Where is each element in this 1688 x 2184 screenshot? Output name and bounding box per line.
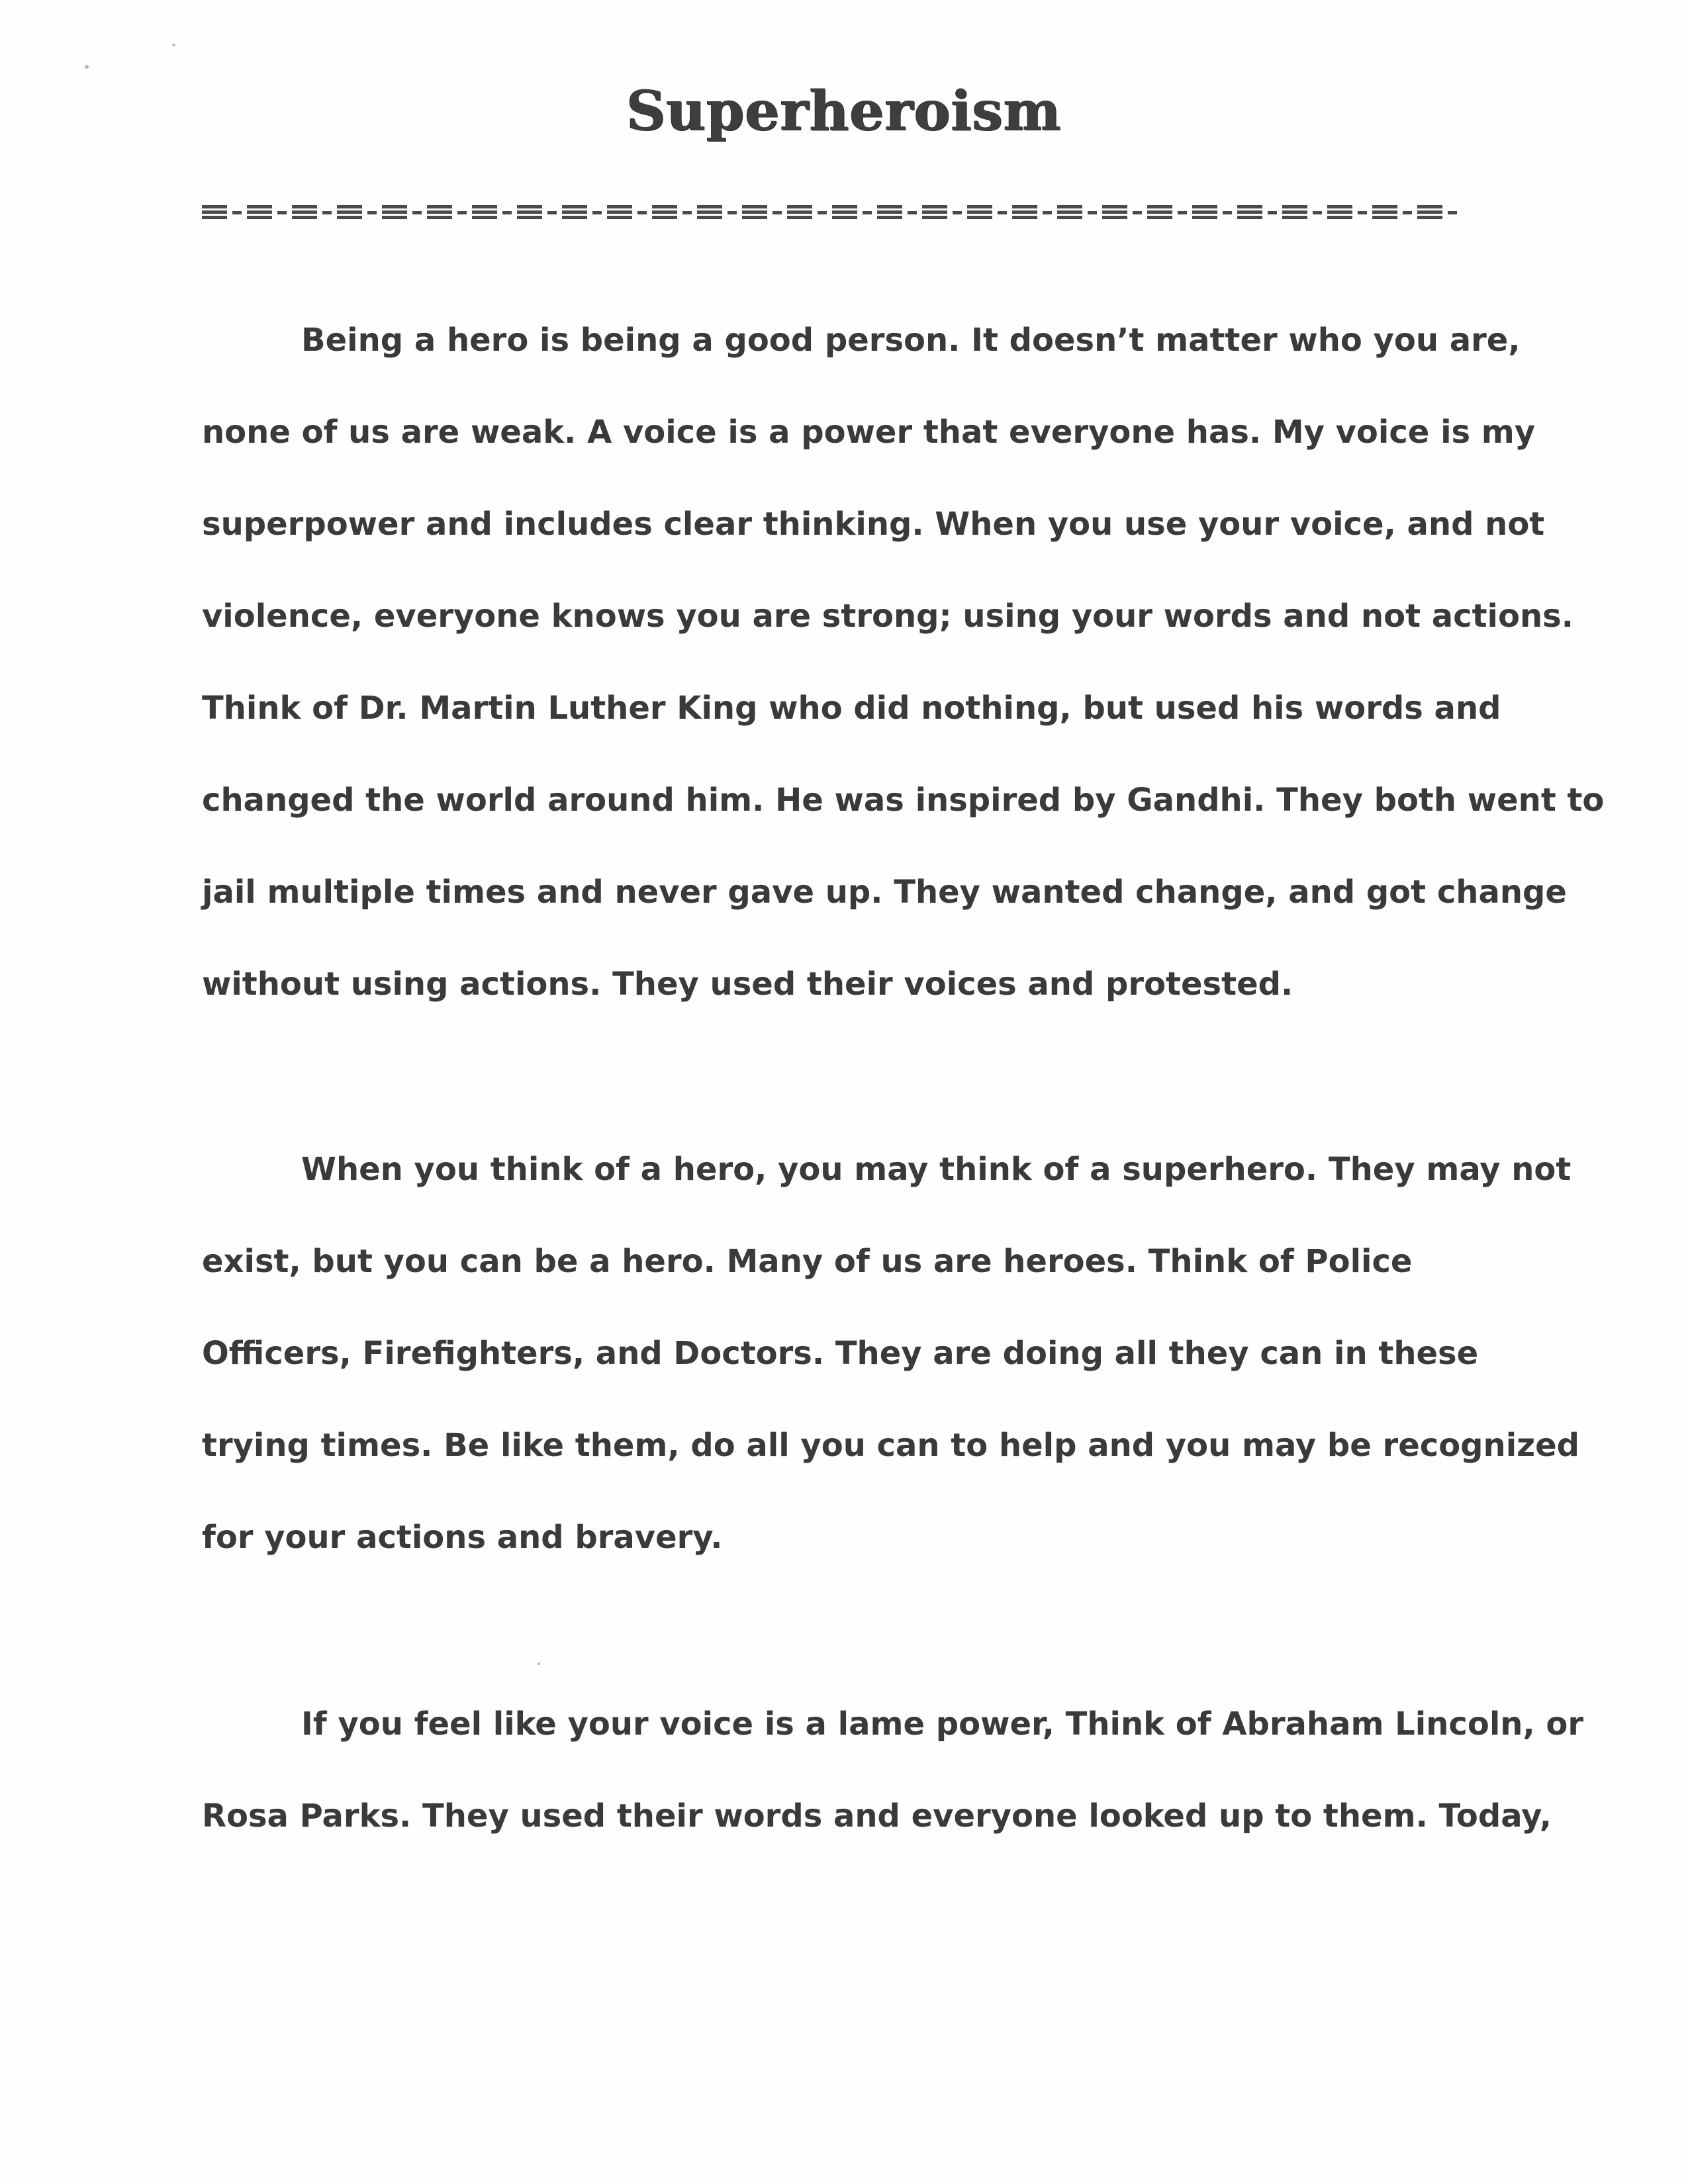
divider-link xyxy=(292,205,317,219)
divider-link xyxy=(1372,205,1397,219)
scan-speck xyxy=(85,65,89,69)
paragraph-2 xyxy=(202,1124,1580,1584)
paragraph-line: Rosa Parks. They used their words and everyone looked up to them. Today, xyxy=(202,1797,1552,1835)
divider-dash xyxy=(547,211,557,214)
paragraph-line: When you think of a hero, you may think of a superhero. They may not xyxy=(301,1151,1571,1188)
divider-link xyxy=(1237,205,1262,219)
divider-link xyxy=(337,205,362,219)
divider-dash xyxy=(818,211,827,214)
divider-link xyxy=(472,205,497,219)
divider-dash xyxy=(1403,211,1412,214)
divider-link xyxy=(607,205,632,219)
page-title: Superheroism xyxy=(626,79,1062,143)
divider-link xyxy=(1327,205,1352,219)
divider-link xyxy=(382,205,407,219)
scan-speck xyxy=(172,44,175,46)
paragraph-line: If you feel like your voice is a lame power, Think of Abraham Lincoln, or xyxy=(301,1706,1584,1743)
paragraph-line: exist, but you can be a hero. Many of us are heroes. Think of Police xyxy=(202,1243,1413,1280)
divider-dash xyxy=(1223,211,1232,214)
divider-dash xyxy=(277,211,287,214)
divider-dash xyxy=(1043,211,1052,214)
divider-dash xyxy=(1358,211,1367,214)
divider-dash xyxy=(592,211,602,214)
decorative-divider xyxy=(202,203,1476,222)
divider-dash xyxy=(502,211,512,214)
divider-link xyxy=(967,205,992,219)
divider-dash xyxy=(367,211,377,214)
paragraph-line: superpower and includes clear thinking. When you use your voice, and not xyxy=(202,506,1545,543)
divider-link xyxy=(517,205,542,219)
paragraph-line: none of us are weak. A voice is a power that everyone has. My voice is my xyxy=(202,414,1536,451)
divider-link xyxy=(1282,205,1307,219)
divider-dash xyxy=(1268,211,1277,214)
divider-link xyxy=(427,205,452,219)
paragraph-line: changed the world around him. He was inspired by Gandhi. They both went to xyxy=(202,782,1605,819)
divider-dash xyxy=(727,211,737,214)
divider-link xyxy=(742,205,767,219)
paragraph-line: Think of Dr. Martin Luther King who did nothing, but used his words and xyxy=(202,690,1501,727)
divider-dash xyxy=(232,211,242,214)
divider-link xyxy=(877,205,902,219)
divider-link xyxy=(247,205,272,219)
paragraph-line: jail multiple times and never gave up. They wanted change, and got change xyxy=(202,874,1567,911)
divider-dash xyxy=(1133,211,1142,214)
paragraph-line: Being a hero is being a good person. It doesn’t matter who you are, xyxy=(301,322,1521,359)
divider-dash xyxy=(637,211,647,214)
divider-dash xyxy=(1088,211,1097,214)
divider-dash xyxy=(412,211,422,214)
divider-dash xyxy=(908,211,917,214)
divider-link xyxy=(1102,205,1127,219)
divider-link xyxy=(922,205,947,219)
divider-link xyxy=(832,205,857,219)
paragraph-1 xyxy=(202,295,1605,1030)
divider-link xyxy=(202,205,227,219)
divider-link xyxy=(1147,205,1172,219)
divider-dash xyxy=(773,211,782,214)
divider-dash xyxy=(863,211,872,214)
divider-dash xyxy=(1313,211,1322,214)
paragraph-line: for your actions and bravery. xyxy=(202,1519,723,1556)
divider-dash xyxy=(953,211,962,214)
divider-link xyxy=(1417,205,1442,219)
divider-dash xyxy=(998,211,1007,214)
paragraph-line: without using actions. They used their voices and protested. xyxy=(202,966,1293,1003)
divider-link xyxy=(1057,205,1082,219)
divider-dash xyxy=(682,211,692,214)
divider-link xyxy=(652,205,677,219)
divider-dash xyxy=(457,211,467,214)
paragraph-3 xyxy=(202,1678,1584,1862)
scan-speck xyxy=(538,1662,540,1665)
paragraph-line: trying times. Be like them, do all you can to help and you may be recognized xyxy=(202,1427,1580,1464)
divider-dash xyxy=(1178,211,1187,214)
divider-link xyxy=(787,205,812,219)
divider-link xyxy=(1192,205,1217,219)
divider-dash xyxy=(322,211,332,214)
divider-link xyxy=(1012,205,1037,219)
paragraph-line: violence, everyone knows you are strong; using your words and not actions. xyxy=(202,598,1573,635)
divider-link xyxy=(697,205,722,219)
paragraph-line: Officers, Firefighters, and Doctors. They are doing all they can in these xyxy=(202,1335,1479,1372)
divider-link xyxy=(562,205,587,219)
divider-dash xyxy=(1448,211,1457,214)
